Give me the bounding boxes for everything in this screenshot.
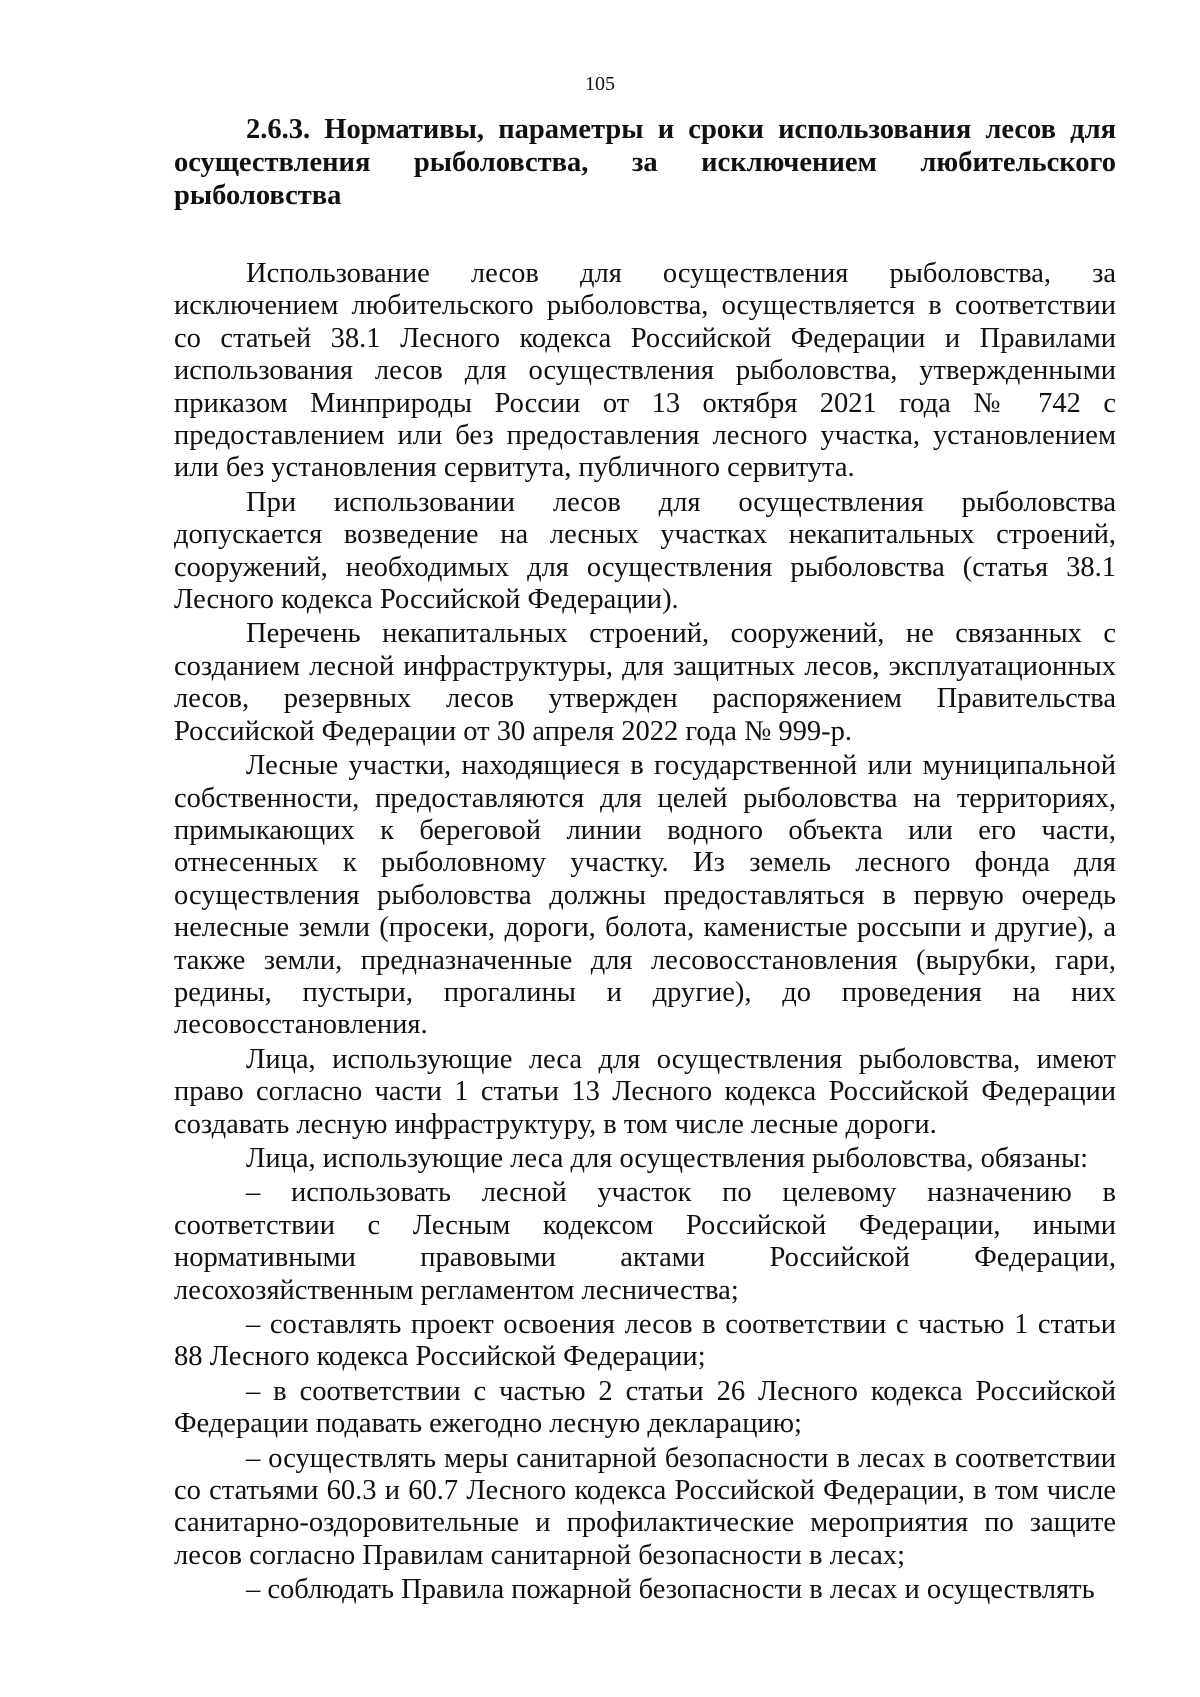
page-number: 105 bbox=[585, 73, 615, 95]
paragraph: Лица, использующие леса для осуществления рыболовства, обязаны: bbox=[246, 1142, 1089, 1174]
list-item: – осуществлять меры санитарной безопасности в лесах в соответствии со статьями 60.3 и 60.7 Лесного кодекса Российской Федерации, в том числе санитарно-оздоровительные и профилактические мероприятия по защите лесов согласно Правилам санитарной безопасности в лесах; bbox=[174, 1442, 1116, 1571]
list-item: – составлять проект освоения лесов в соответствии с частью 1 статьи 88 Лесного кодекса Российской Федерации; bbox=[174, 1309, 1116, 1373]
list-item: – использовать лесной участок по целевому назначению в соответствии с Лесным кодексом Российской Федерации, иными нормативными правовыми актами Российской Федерации, лесохозяйственным регламентом лесничества; bbox=[174, 1177, 1116, 1306]
paragraph: Лесные участки, находящиеся в государственной или муниципальной собственности, предоставляются для целей рыболовства на территориях, примыкающих к береговой линии водного объекта или его части, отнесенных к рыболовному участку. Из земель лесного фонда для осуществления рыболовства должны предоставляться в первую очередь нелесные земли (просеки, дороги, болота, каменистые россыпи и другие), а также земли, предназначенные для лесовосстановления (вырубки, гари, редины, пустыри, прогалины и другие), до проведения на них лесовосстановления. bbox=[174, 750, 1116, 1041]
paragraph: Использование лесов для осуществления рыболовства, за исключением любительского рыболовства, осуществляется в соответствии со статьей 38.1 Лесного кодекса Российской Федерации и Правилами использования лесов для осуществления рыболовства, утвержденными приказом Минприроды России от 13 октября 2021 года № 742 с предоставлением или без предоставления лесного участка, установлением или без установления сервитута, публичного сервитута. bbox=[174, 258, 1116, 484]
paragraph: При использовании лесов для осуществления рыболовства допускается возведение на лесных участках некапитальных строений, сооружений, необходимых для осуществления рыболовства (статья 38.1 Лесного кодекса Российской Федерации). bbox=[174, 486, 1116, 616]
section-heading: 2.6.3. Нормативы, параметры и сроки использования лесов для осуществления рыболовства, за исключением любительского рыболовства bbox=[174, 114, 1116, 211]
list-item: – в соответствии с частью 2 статьи 26 Лесного кодекса Российской Федерации подавать ежегодно лесную декларацию; bbox=[174, 1375, 1116, 1440]
list-item: – соблюдать Правила пожарной безопасности в лесах и осуществлять bbox=[246, 1574, 1095, 1606]
paragraph: Перечень некапитальных строений, сооружений, не связанных с созданием лесной инфраструктуры, для защитных лесов, эксплуатационных лесов, резервных лесов утвержден распоряжением Правительства Российской Федерации от 30 апреля 2022 года № 999-р. bbox=[174, 618, 1116, 747]
document-body bbox=[174, 113, 1116, 1609]
paragraph: Лица, использующие леса для осуществления рыболовства, имеют право согласно части 1 статьи 13 Лесного кодекса Российской Федерации создавать лесную инфраструктуру, в том числе лесные дороги. bbox=[174, 1043, 1116, 1140]
